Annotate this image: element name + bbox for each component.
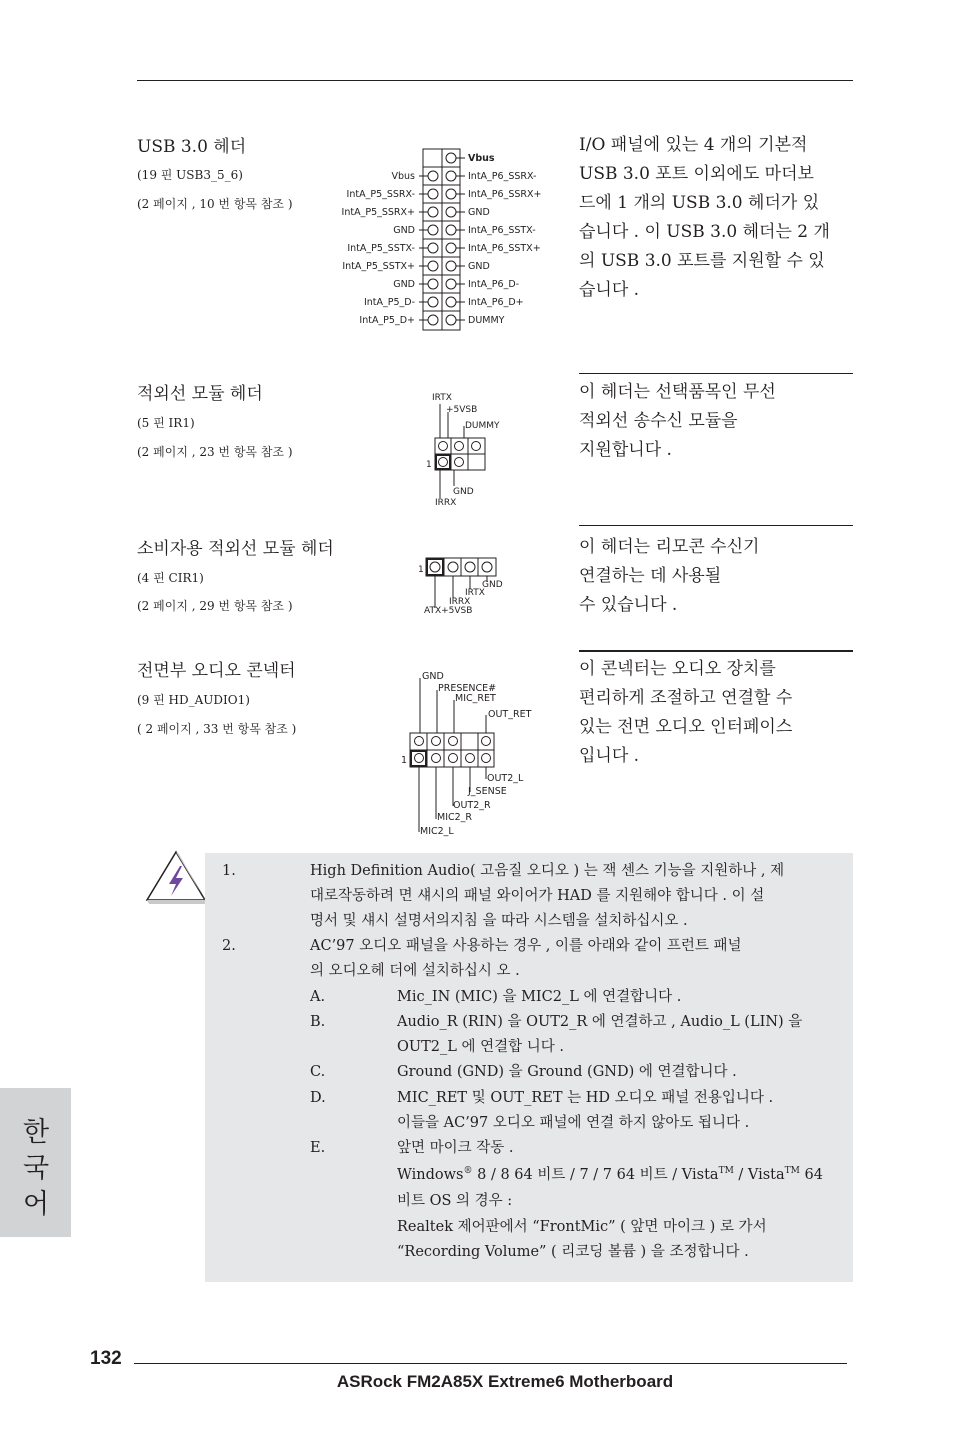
usb30-pin-diagram: [320, 148, 570, 334]
ir-pin-label: 1: [426, 460, 432, 470]
usb30-page-ref: (2 페이지 , 10 번 항목 참조 ): [137, 197, 293, 211]
ir-pin-label: DUMMY: [465, 421, 500, 431]
note-item-e: 비트 OS 의 경우 :: [397, 1193, 513, 1209]
audio-pin-label: OUT2_R: [453, 800, 491, 811]
note-1-line: 명서 및 섀시 설명서의지침 을 따라 시스템을 설치하십시오 .: [310, 913, 688, 929]
ir-pin-label: IRTX: [432, 393, 452, 403]
usb30-description: I/O 패널에 있는 4 개의 기본적 USB 3.0 포트 이외에도 마더보 드에 1 개의 USB 3.0 헤더가 있 습니다 . 이 USB 3.0 헤더는 2 개 의 USB 3.0 포트를 지원할 수 있 습니다 .: [579, 135, 830, 300]
usb30-pin-label: IntA_P5_SSRX+: [341, 207, 415, 218]
note-item-b: Audio_R (RIN) 을 OUT2_R 에 연결하고 , Audio_L (LIN) 을: [397, 1014, 803, 1030]
footer-rule: [134, 1363, 847, 1364]
usb30-pin-label: IntA_P5_SSTX+: [342, 261, 415, 272]
note-item-c: Ground (GND) 을 Ground (GND) 에 연결합니다 .: [397, 1064, 737, 1080]
ir-title: 적외선 모듈 헤더: [137, 384, 263, 404]
usb30-pin-label: GND: [468, 207, 490, 218]
cir-description: 이 헤더는 리모콘 수신기 연결하는 데 사용될 수 있습니다 .: [579, 537, 760, 615]
top-rule: [137, 80, 853, 81]
note-2-line: AC’97 오디오 패널을 사용하는 경우 , 이를 아래와 같이 프런트 패널: [310, 938, 742, 954]
side-tab-char: 국: [22, 1153, 50, 1184]
usb30-pin-label: Vbus: [391, 171, 415, 182]
usb30-pin-label: IntA_P6_D+: [468, 297, 524, 308]
usb30-pin-label: GND: [393, 279, 415, 290]
cir-pin-label: GND: [482, 580, 503, 590]
usb30-pin-label: IntA_P6_SSRX+: [468, 189, 542, 200]
side-tab-char: 어: [22, 1189, 50, 1220]
ir-pin-label: IRRX: [435, 498, 457, 508]
audio-pin-diagram: [400, 668, 540, 838]
note-2-number: 2.: [222, 938, 236, 954]
note-item-e-os: Windows® 8 / 8 64 비트 / 7 / 7 64 비트 / Vista™ / Vista™ 64: [397, 1166, 823, 1183]
note-item-e: 앞면 마이크 작동 .: [397, 1140, 514, 1156]
audio-description: 이 콘넥터는 오디오 장치를 편리하게 조절하고 연결할 수 있는 전면 오디오 인터페이스 입니다 .: [579, 659, 793, 766]
ir-pin-label: GND: [453, 487, 474, 497]
note-1-line: High Definition Audio( 고음질 오디오 ) 는 잭 센스 기능을 지원하나 , 제: [310, 863, 785, 879]
note-2-line: 의 오디오헤 더에 설치하십시 오 .: [310, 963, 520, 979]
note-item-key: B.: [310, 1014, 326, 1030]
ir-pin-label: +5VSB: [446, 405, 478, 415]
note-item-e: “Recording Volume” ( 리코딩 볼륨 ) 을 조정합니다 .: [397, 1244, 749, 1260]
note-1-number: 1.: [222, 863, 236, 879]
audio-pin-label: OUT_RET: [488, 709, 532, 720]
note-item-key: D.: [310, 1090, 326, 1106]
audio-title: 전면부 오디오 콘넥터: [137, 661, 296, 681]
section-divider: [579, 650, 853, 652]
note-item-key: E.: [310, 1140, 326, 1156]
usb30-pin-label: IntA_P5_D+: [359, 315, 415, 326]
note-item-d: 이들을 AC’97 오디오 패널에 연결 하지 않아도 됩니다 .: [397, 1115, 750, 1131]
usb30-title: USB 3.0 헤더: [137, 137, 247, 157]
usb30-pin-count: (19 핀 USB3_5_6): [137, 168, 243, 182]
warning-icon: [143, 848, 209, 908]
note-item-key: C.: [310, 1064, 326, 1080]
usb30-pin-label: GND: [393, 225, 415, 236]
ir-pin-diagram: [420, 390, 520, 510]
usb30-pin-label: IntA_P6_D-: [468, 279, 520, 290]
ir-page-ref: (2 페이지 , 23 번 항목 참조 ): [137, 445, 293, 459]
note-item-b: OUT2_L 에 연결합 니다 .: [397, 1039, 564, 1055]
note-item-a: Mic_IN (MIC) 을 MIC2_L 에 연결합니다 .: [397, 989, 682, 1005]
ir-description: 이 헤더는 선택품목인 무선 적외선 송수신 모듈을 지원합니다 .: [579, 382, 776, 460]
cir-pin-count: (4 핀 CIR1): [137, 571, 204, 585]
cir-pin-diagram: [418, 556, 518, 616]
usb30-pin-label: IntA_P5_SSTX-: [347, 243, 415, 254]
audio-pin-label: MIC2_R: [437, 812, 473, 823]
audio-pin-label: GND: [422, 671, 444, 682]
usb30-pin-label: IntA_P5_SSRX-: [346, 189, 415, 200]
audio-page-ref: ( 2 페이지 , 33 번 항목 참조 ): [137, 722, 297, 736]
page-number: 132: [90, 1348, 122, 1369]
usb30-pin-label: IntA_P6_SSTX-: [468, 225, 536, 236]
audio-pin-label: J_SENSE: [468, 786, 507, 797]
footer-title: ASRock FM2A85X Extreme6 Motherboard: [336, 1372, 674, 1391]
cir-title: 소비자용 적외선 모듈 헤더: [137, 539, 334, 559]
language-side-tab: [0, 1088, 71, 1237]
section-divider: [579, 373, 853, 374]
audio-pin-label: MIC2_L: [420, 826, 454, 837]
section-divider: [579, 525, 853, 526]
usb30-pin-label: IntA_P5_D-: [363, 297, 415, 308]
usb30-pin-label: DUMMY: [468, 315, 505, 326]
cir-pin-label: ATX+5VSB: [424, 606, 473, 616]
ir-pin-count: (5 핀 IR1): [137, 416, 195, 430]
usb30-pin-label: IntA_P6_SSRX-: [468, 171, 537, 182]
note-item-d: MIC_RET 및 OUT_RET 는 HD 오디오 패널 전용입니다 .: [397, 1090, 774, 1106]
audio-pin-count: (9 핀 HD_AUDIO1): [137, 693, 250, 707]
note-item-key: A.: [310, 989, 326, 1005]
note-1-line: 대로작동하려 면 섀시의 패널 와이어가 HAD 를 지원해야 합니다 . 이 설: [310, 888, 765, 904]
note-item-e: Realtek 제어판에서 “FrontMic” ( 앞면 마이크 ) 로 가서: [397, 1219, 767, 1235]
usb30-pin-label: Vbus: [468, 153, 495, 164]
audio-pin-label: OUT2_L: [487, 773, 524, 784]
audio-pin-label: MIC_RET: [455, 693, 496, 704]
usb30-pin-label: GND: [468, 261, 490, 272]
cir-pin-label: 1: [418, 565, 424, 575]
audio-pin-label: 1: [401, 755, 408, 766]
cir-page-ref: (2 페이지 , 29 번 항목 참조 ): [137, 599, 293, 613]
side-tab-char: 한: [22, 1117, 50, 1148]
usb30-pin-label: IntA_P6_SSTX+: [468, 243, 541, 254]
cir-pin-label: IRTX: [465, 588, 485, 598]
cir-pin-label: IRRX: [449, 597, 471, 607]
audio-pin-label: PRESENCE#: [438, 683, 497, 694]
